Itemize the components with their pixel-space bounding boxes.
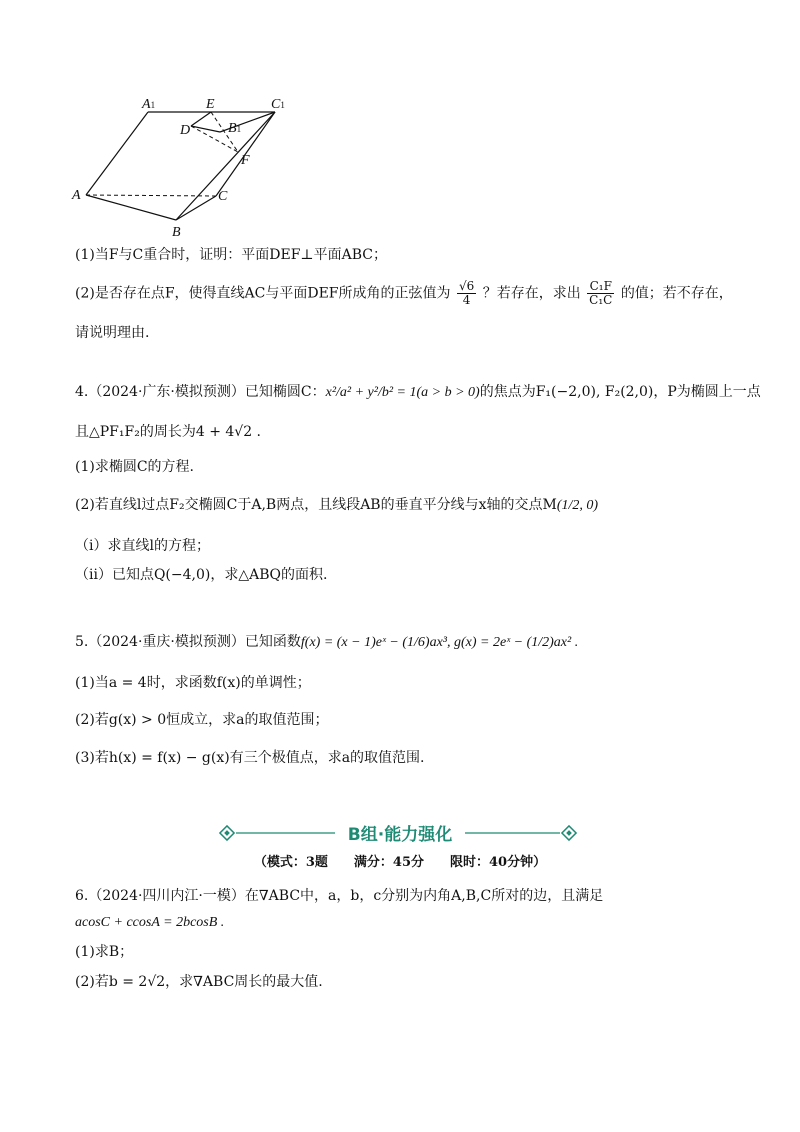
q3-part1: (1)当F与C重合时，证明：平面DEF⊥平面ABC； xyxy=(75,247,387,263)
section-b-subtitle: （模式：3题 满分：45分 限时：40分钟） xyxy=(253,855,547,870)
q6-stem-line2: acosC + ccosA = 2bcosB . xyxy=(75,915,225,930)
label-C1: C1 xyxy=(271,97,285,112)
q6-stem: 6.（2024·四川内江·一模）在∇ABC中，a，b，c分别为内角A,B,C所对的边，且满足 xyxy=(75,888,604,904)
label-C: C xyxy=(218,189,228,204)
q4-part1: (1)求椭圆C的方程. xyxy=(75,459,194,475)
prism-figure xyxy=(70,92,300,242)
label-B1: B1 xyxy=(228,121,242,136)
q4-stem-line2: 且△PF₁F₂的周长为4 + 4√2 . xyxy=(75,424,262,440)
q4-sub-i: （i）求直线l的方程； xyxy=(75,538,210,554)
q5-part2: (2)若g(x) > 0恒成立，求a的取值范围； xyxy=(75,712,329,728)
q5-part3: (3)若h(x) = f(x) − g(x)有三个极值点，求a的取值范围. xyxy=(75,750,425,766)
fraction-c1f-over-c1c: $\frac{\text{C₁F}}{\text{C₁C}}$ xyxy=(589,279,613,307)
q5-part1: (1)当a = 4时，求函数f(x)的单调性； xyxy=(75,675,311,691)
q4-sub-ii: （ii）已知点Q(−4,0)，求△ABQ的面积. xyxy=(75,567,328,583)
q6-part1: (1)求B； xyxy=(75,944,134,960)
q6-part2: (2)若b = 2√2，求∇ABC周长的最大值. xyxy=(75,974,323,990)
section-b-title: B组·能力强化 xyxy=(347,825,453,845)
q3-part2-continued: 请说明理由. xyxy=(75,325,150,341)
label-B: B xyxy=(172,225,181,240)
label-F: F xyxy=(241,153,250,168)
q4-stem: 4.（2024·广东·模拟预测）已知椭圆C：x²/a² + y²/b² = 1(a > b > 0)的焦点为F₁(−2,0), F₂(2,0)，P为椭圆上一点 xyxy=(75,384,761,400)
label-D: D xyxy=(180,123,191,138)
label-A1: A1 xyxy=(142,97,156,112)
q3-part2: (2)是否存在点F，使得直线AC与平面DEF所成角的正弦值为 $\frac{√6}{4}$ ？若存在，求出 $\frac{\text{C₁F}}{\text{C₁C}}$ 的值；若不存在， xyxy=(75,279,733,307)
section-b-banner xyxy=(0,820,800,848)
q5-stem: 5.（2024·重庆·模拟预测）已知函数f(x) = (x − 1)eˣ − (1/6)ax³, g(x) = 2eˣ − (1/2)ax² . xyxy=(75,634,579,650)
label-A: A xyxy=(72,188,81,203)
label-E: E xyxy=(206,97,215,112)
fraction-sqrt6-over-4: $\frac{√6}{4}$ xyxy=(458,279,475,307)
q4-part2: (2)若直线l过点F₂交椭圆C于A,B两点，且线段AB的垂直平分线与x轴的交点M(1/2, 0) xyxy=(75,497,599,513)
